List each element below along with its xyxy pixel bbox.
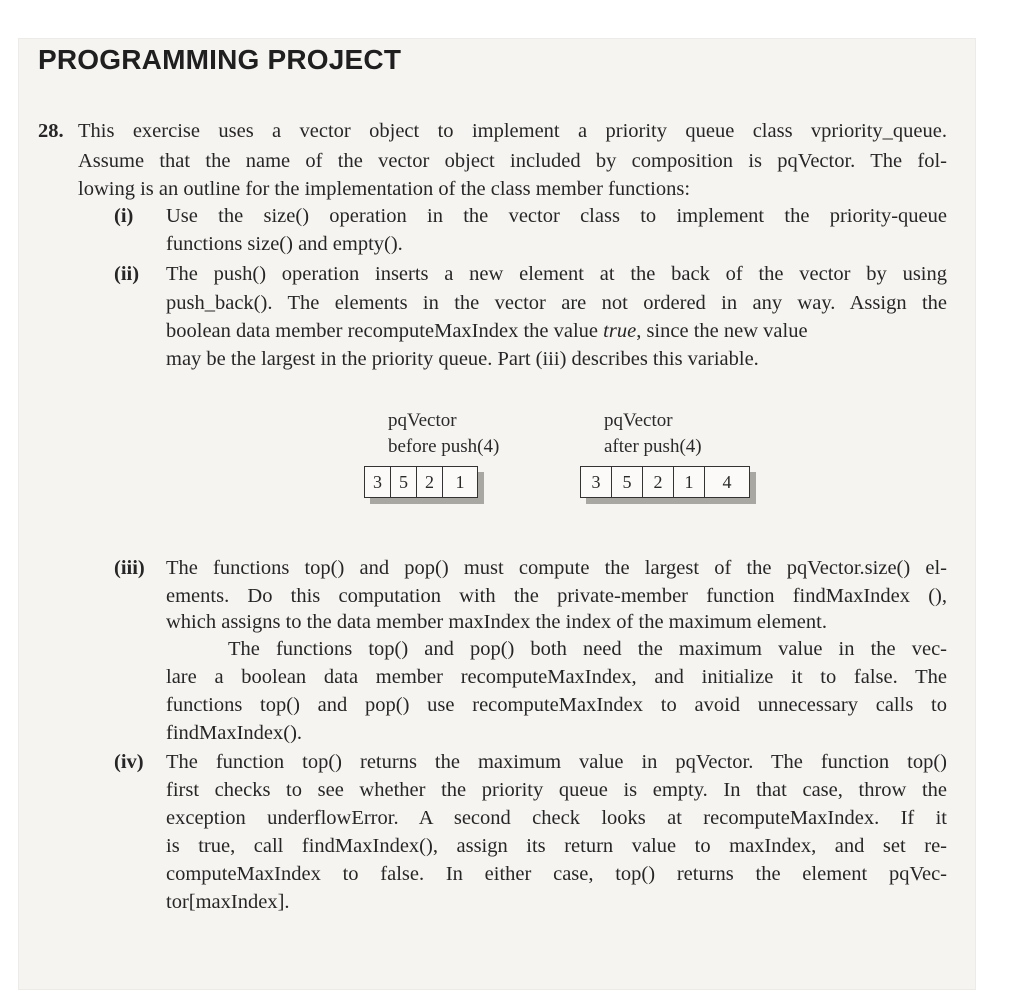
- part-iii-line-3: which assigns to the data member maxIndex the index of the maximum element.: [166, 611, 827, 633]
- part-ii-line-3-post: , since the new value: [636, 320, 808, 342]
- vector-cell: 2: [643, 467, 674, 497]
- part-iv-line-1: The function top() returns the maximum value in pqVector. The function top(): [166, 751, 947, 773]
- section-heading: PROGRAMMING PROJECT: [38, 44, 402, 75]
- part-iv-line-6: tor[maxIndex].: [166, 891, 290, 913]
- part-iv-line-4: is true, call findMaxIndex(), assign its return value to maxIndex, and set re-: [166, 835, 947, 857]
- part-ii-line-1: The push() operation inserts a new element at the back of the vector by using: [166, 263, 947, 285]
- right-margin: [976, 38, 1036, 990]
- vector-cell: 4: [722, 471, 732, 492]
- before-vector-name: pqVector: [388, 410, 457, 431]
- part-iii-line-2: ements. Do this computation with the private-member function findMaxIndex (),: [166, 585, 947, 607]
- part-i-line-2: functions size() and empty().: [166, 233, 403, 255]
- vector-cell: 3: [581, 467, 612, 497]
- part-ii-line-4: may be the largest in the priority queue. Part (iii) describes this variable.: [166, 348, 759, 370]
- after-vector-name: pqVector: [604, 410, 673, 431]
- vector-cell: 3: [365, 467, 391, 497]
- intro-line-3: lowing is an outline for the implementation of the class member functions:: [78, 178, 691, 200]
- part-iii-line-4: The functions top() and pop() both need the maximum value in the vec-: [228, 638, 947, 660]
- part-ii-line-2: push_back(). The elements in the vector are not ordered in any way. Assign the: [166, 292, 947, 314]
- before-vector-caption: before push(4): [388, 436, 500, 457]
- part-iv-line-3: exception underflowError. A second check looks at recomputeMaxIndex. If it: [166, 807, 947, 829]
- vector-cell: 2: [417, 467, 443, 497]
- part-i-label: (i): [114, 205, 134, 227]
- exercise-number: 28.: [38, 120, 64, 142]
- vector-cell: 1: [674, 467, 705, 497]
- part-iv-label: (iv): [114, 751, 144, 773]
- part-iv-line-2: first checks to see whether the priority queue is empty. In that case, throw the: [166, 779, 947, 801]
- intro-line-1: This exercise uses a vector object to implement a priority queue class vpriority_queue.: [78, 120, 947, 142]
- vector-cell: 5: [612, 467, 643, 497]
- after-vector-caption: after push(4): [604, 436, 702, 457]
- part-iv-line-5: computeMaxIndex to false. In either case, top() returns the element pqVec-: [166, 863, 947, 885]
- part-ii-line-3-pre: boolean data member recomputeMaxIndex the value: [166, 320, 604, 342]
- part-iii-line-7: findMaxIndex().: [166, 722, 303, 744]
- after-vector: [580, 466, 750, 498]
- part-ii-line-3: [166, 319, 947, 343]
- part-iii-line-5: lare a boolean data member recomputeMaxIndex, and initialize it to false. The: [166, 666, 947, 688]
- top-margin: [0, 0, 1036, 38]
- part-ii-label: (ii): [114, 263, 140, 285]
- part-iii-line-1: The functions top() and pop() must compute the largest of the pqVector.size() el-: [166, 557, 947, 579]
- part-iii-line-6: functions top() and pop() use recomputeMaxIndex to avoid unnecessary calls to: [166, 694, 947, 716]
- vector-cell: 1: [455, 471, 465, 492]
- part-i-line-1: Use the size() operation in the vector class to implement the priority-queue: [166, 205, 947, 227]
- intro-line-2: Assume that the name of the vector object included by composition is pqVector. The fol-: [78, 150, 947, 172]
- vector-cell: 5: [391, 467, 417, 497]
- part-ii-line-3-italic: true: [603, 320, 637, 342]
- before-vector: [364, 466, 478, 498]
- part-iii-label: (iii): [114, 557, 145, 579]
